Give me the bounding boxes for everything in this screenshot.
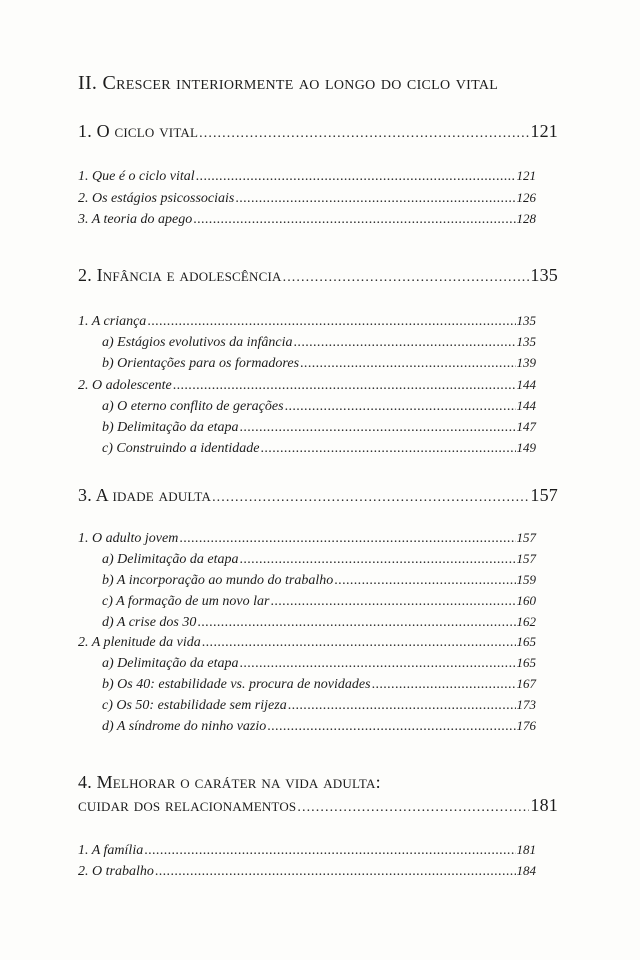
item-title: a) O eterno conflito de gerações xyxy=(102,399,284,414)
page-number: 181 xyxy=(530,795,558,815)
toc-subitem[interactable] xyxy=(102,419,536,436)
dot-leader xyxy=(239,420,515,436)
chapter-title: cuidar dos relacionamentos xyxy=(78,795,297,815)
chapter-entry[interactable] xyxy=(78,795,558,816)
dot-leader xyxy=(334,573,515,589)
item-title: 3. A teoria do apego xyxy=(78,212,193,227)
toc-item[interactable] xyxy=(78,168,536,185)
dot-leader xyxy=(202,635,516,651)
page-number: 173 xyxy=(516,697,536,712)
page-number: 135 xyxy=(530,265,558,285)
page-number: 160 xyxy=(516,593,536,608)
page-number: 121 xyxy=(530,121,558,141)
dot-leader xyxy=(147,314,515,330)
toc-item[interactable] xyxy=(78,313,536,330)
dot-leader xyxy=(235,191,515,207)
item-title: c) Construindo a identidade xyxy=(102,441,260,456)
part-title: II. Crescer interiormente ao longo do ciclo vital xyxy=(78,72,499,94)
dot-leader xyxy=(297,800,529,816)
item-title: a) Delimitação da etapa xyxy=(102,552,239,567)
page-number: 128 xyxy=(516,211,536,226)
page-number: 162 xyxy=(516,614,536,629)
item-title: d) A síndrome do ninho vazio xyxy=(102,719,267,734)
dot-leader xyxy=(267,719,515,735)
chapter-entry[interactable] xyxy=(78,265,558,286)
dot-leader xyxy=(372,677,516,693)
toc-item[interactable] xyxy=(78,863,536,880)
toc-subitem[interactable] xyxy=(102,676,536,693)
toc-item[interactable] xyxy=(78,190,536,207)
page-number: 159 xyxy=(516,572,536,587)
page-number: 139 xyxy=(516,355,536,370)
item-title: b) A incorporação ao mundo do trabalho xyxy=(102,573,334,588)
item-title: 2. O adolescente xyxy=(78,378,172,393)
page-number: 144 xyxy=(516,398,536,413)
item-title: c) A formação de um novo lar xyxy=(102,594,270,609)
page-number: 184 xyxy=(516,863,536,878)
item-title: c) Os 50: estabilidade sem rijeza xyxy=(102,698,287,713)
page-number: 135 xyxy=(516,313,536,328)
chapter-title: 1. O ciclo vital xyxy=(78,121,199,141)
page-number: 144 xyxy=(516,377,536,392)
dot-leader xyxy=(300,356,515,372)
dot-leader xyxy=(196,169,516,185)
dot-leader xyxy=(283,270,530,286)
item-title: 1. O adulto jovem xyxy=(78,531,179,546)
page-number: 147 xyxy=(516,419,536,434)
page-number: 126 xyxy=(516,190,536,205)
page-number: 157 xyxy=(516,530,536,545)
chapter-entry[interactable] xyxy=(78,485,558,506)
chapter-title: 3. A idade adulta xyxy=(78,485,212,505)
item-title: 2. A plenitude da vida xyxy=(78,635,201,650)
dot-leader xyxy=(261,441,516,457)
toc-subitem[interactable] xyxy=(102,593,536,610)
toc-subitem[interactable] xyxy=(102,334,536,351)
page-number: 165 xyxy=(516,634,536,649)
toc-item[interactable] xyxy=(78,530,536,547)
page-number: 157 xyxy=(516,551,536,566)
dot-leader xyxy=(288,698,516,714)
page-number: 157 xyxy=(530,485,558,505)
toc-item[interactable] xyxy=(78,377,536,394)
dot-leader xyxy=(144,843,515,859)
item-title: d) A crise dos 30 xyxy=(102,615,197,630)
item-title: a) Delimitação da etapa xyxy=(102,656,239,671)
item-title: b) Os 40: estabilidade vs. procura de novidades xyxy=(102,677,371,692)
toc-item[interactable] xyxy=(78,634,536,651)
chapter-entry[interactable] xyxy=(78,121,558,142)
page-number: 121 xyxy=(516,168,536,183)
chapter-title: 2. Infância e adolescência xyxy=(78,265,282,285)
toc-item[interactable] xyxy=(78,211,536,228)
toc-subitem[interactable] xyxy=(102,572,536,589)
item-title: 2. Os estágios psicossociais xyxy=(78,191,235,206)
item-title: 2. O trabalho xyxy=(78,864,154,879)
page-number: 167 xyxy=(516,676,536,691)
dot-leader xyxy=(193,212,515,228)
dot-leader xyxy=(212,490,529,506)
item-title: 1. A família xyxy=(78,843,144,858)
page-number: 165 xyxy=(516,655,536,670)
toc-subitem[interactable] xyxy=(102,655,536,672)
dot-leader xyxy=(199,126,529,142)
toc-subitem[interactable] xyxy=(102,551,536,568)
dot-leader xyxy=(294,335,516,351)
page-number: 149 xyxy=(516,440,536,455)
dot-leader xyxy=(173,378,516,394)
toc-subitem[interactable] xyxy=(102,355,536,372)
item-title: b) Delimitação da etapa xyxy=(102,420,239,435)
item-title: b) Orientações para os formadores xyxy=(102,356,300,371)
dot-leader xyxy=(197,615,515,631)
dot-leader xyxy=(239,552,515,568)
item-title: 1. Que é o ciclo vital xyxy=(78,169,195,184)
dot-leader xyxy=(155,864,516,880)
dot-leader xyxy=(285,399,516,415)
toc-subitem[interactable] xyxy=(102,614,536,631)
item-title: a) Estágios evolutivos da infância xyxy=(102,335,293,350)
toc-subitem[interactable] xyxy=(102,718,536,735)
dot-leader xyxy=(179,531,515,547)
page-number: 135 xyxy=(516,334,536,349)
toc-subitem[interactable] xyxy=(102,697,536,714)
dot-leader xyxy=(239,656,515,672)
chapter-title-line1: 4. Melhorar o caráter na vida adulta: xyxy=(78,772,381,792)
page-number: 176 xyxy=(516,718,536,733)
item-title: 1. A criança xyxy=(78,314,147,329)
toc-subitem[interactable] xyxy=(102,398,536,415)
toc-subitem[interactable] xyxy=(102,440,536,457)
toc-item[interactable] xyxy=(78,842,536,859)
dot-leader xyxy=(270,594,515,610)
page-number: 181 xyxy=(516,842,536,857)
